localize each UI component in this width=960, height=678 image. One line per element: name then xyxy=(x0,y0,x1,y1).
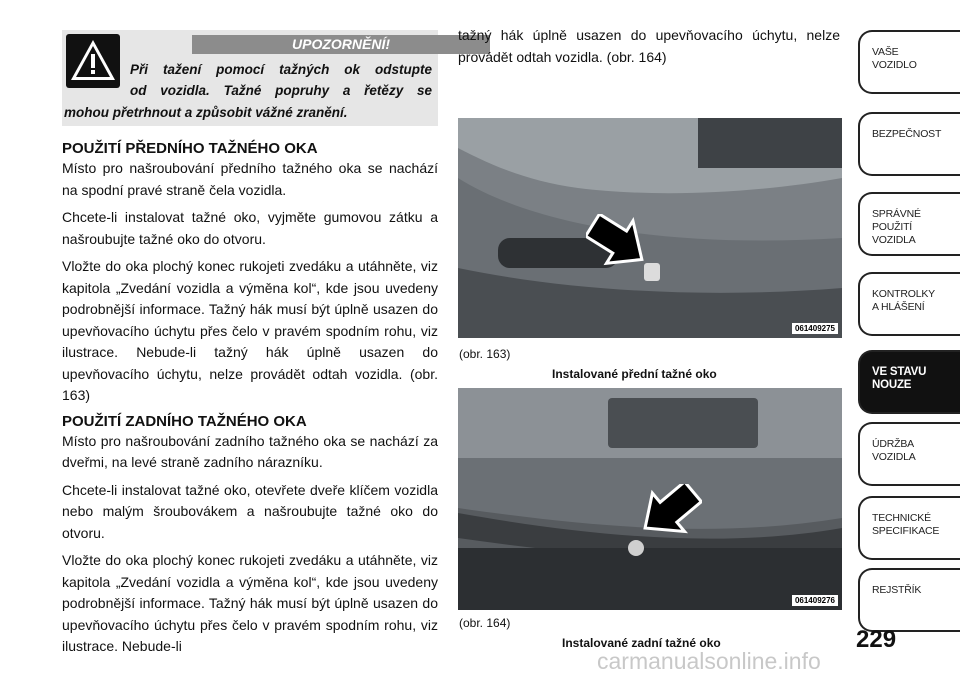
tab-label-line: SPRÁVNÉ xyxy=(872,208,921,220)
tab-spravne-pouziti-vozidla[interactable] xyxy=(858,192,960,256)
warning-text-line2: od vozidla. Tažné popruhy a řetězy se xyxy=(130,83,432,98)
front-tow-paragraph-2: Chcete-li instalovat tažné oko, vyjměte gumovou zátku a našroubujte tažné oko do otvoru. xyxy=(62,209,438,247)
tab-label-line: SPECIFIKACE xyxy=(872,525,940,537)
tab-technicke-specifikace[interactable] xyxy=(858,496,960,560)
left-column xyxy=(62,30,438,658)
front-bumper-illustration xyxy=(458,118,842,338)
tab-label-line: VE STAVU xyxy=(872,366,927,378)
tab-vase-vozidlo[interactable] xyxy=(858,30,960,94)
tab-label-line: BEZPEČNOST xyxy=(872,128,942,140)
rear-tow-paragraph-1: Místo pro našroubování zadního tažného oka se nachází za dveřmi, na levé straně zadního nárazníku. xyxy=(62,432,438,470)
tab-label-line: VOZIDLO xyxy=(872,59,917,71)
arrow-icon xyxy=(586,214,650,268)
warning-triangle-icon xyxy=(66,34,120,88)
arrow-icon xyxy=(638,484,702,538)
rear-tow-paragraph-2: Chcete-li instalovat tažné oko, otevřete dveře klíčem vozidla nebo malým šroubovákem a našroubujte tažné oko do otvoru. xyxy=(62,481,438,541)
tab-label-line: NOUZE xyxy=(872,379,912,391)
tab-label-line: KONTROLKY xyxy=(872,288,935,300)
figure-number: (obr. 164) xyxy=(459,616,511,630)
tab-label-line: VAŠE xyxy=(872,46,899,58)
figure-code: 061409276 xyxy=(792,595,838,606)
figure-code: 061409275 xyxy=(792,323,838,334)
tab-label-line: VOZIDLA xyxy=(872,451,916,463)
tab-label-line: ÚDRŽBA xyxy=(872,438,914,450)
warning-text-line1: Při tažení pomocí tažných ok odstupte xyxy=(130,62,432,77)
front-tow-heading: POUŽITÍ PŘEDNÍHO TAŽNÉHO OKA xyxy=(62,140,318,157)
front-tow-paragraph-3: Vložte do oka plochý konec rukojeti zvedáku a utáhněte, viz kapitola „Zvedání vozidla a výměna kol“, kde jsou uvedeny podrobnější informace. Tažný hák musí být úplně usazen do upevňovacího úchytu přes čelo v pravém spodním rohu, viz ilustrace. Nebude-li tažný hák úplně usazen do upevňovacího úchytu, nelze provádět odtah vozidla. (obr. 163) xyxy=(62,258,438,403)
page-number: 229 xyxy=(856,626,897,653)
warning-box xyxy=(62,30,438,126)
tab-label-line: A HLÁŠENÍ xyxy=(872,301,925,313)
tab-rejstrik[interactable] xyxy=(858,568,960,632)
tab-ve-stavu-nouze[interactable] xyxy=(858,350,960,414)
tab-label-line: VOZIDLA xyxy=(872,234,916,246)
figure-caption: Instalované zadní tažné oko xyxy=(562,636,721,650)
figure-number: (obr. 163) xyxy=(459,347,511,361)
tab-label-line: TECHNICKÉ xyxy=(872,512,931,524)
tab-udrzba-vozidla[interactable] xyxy=(858,422,960,486)
tab-label-line: REJSTŘÍK xyxy=(872,584,922,596)
rear-tow-heading: POUŽITÍ ZADNÍHO TAŽNÉHO OKA xyxy=(62,412,307,430)
figure-caption: Instalované přední tažné oko xyxy=(552,367,717,381)
watermark: carmanualsonline.info xyxy=(597,648,821,674)
tab-kontrolky[interactable] xyxy=(858,272,960,336)
front-tow-paragraph-1: Místo pro našroubování předního tažného oka se nachází na spodní pravé straně čela vozidla. xyxy=(62,160,438,198)
rear-tow-paragraph-3: Vložte do oka plochý konec rukojeti zvedáku a utáhněte, viz kapitola „Zvedání vozidla a výměna kol“, kde jsou uvedeny podrobnější informace. Tažný hák musí být úplně usazen do upevňovacího úchytu přes čelo v pravém spodním rohu, viz ilustrace. Nebude-li xyxy=(62,552,438,654)
warning-text-line3: mohou přetrhnout a způsobit vážné zranění. xyxy=(64,105,348,120)
warning-heading: UPOZORNĚNÍ! xyxy=(192,35,490,54)
tab-bezpecnost[interactable] xyxy=(858,112,960,176)
figure-front-tow-eye xyxy=(458,118,842,338)
tab-label-line: POUŽITÍ xyxy=(872,221,913,233)
figure-rear-tow-eye xyxy=(458,388,842,610)
middle-column xyxy=(458,25,840,68)
rear-tow-continued: tažný hák úplně usazen do upevňovacího úchytu, nelze provádět odtah vozidla. (obr. 164) xyxy=(458,27,840,65)
